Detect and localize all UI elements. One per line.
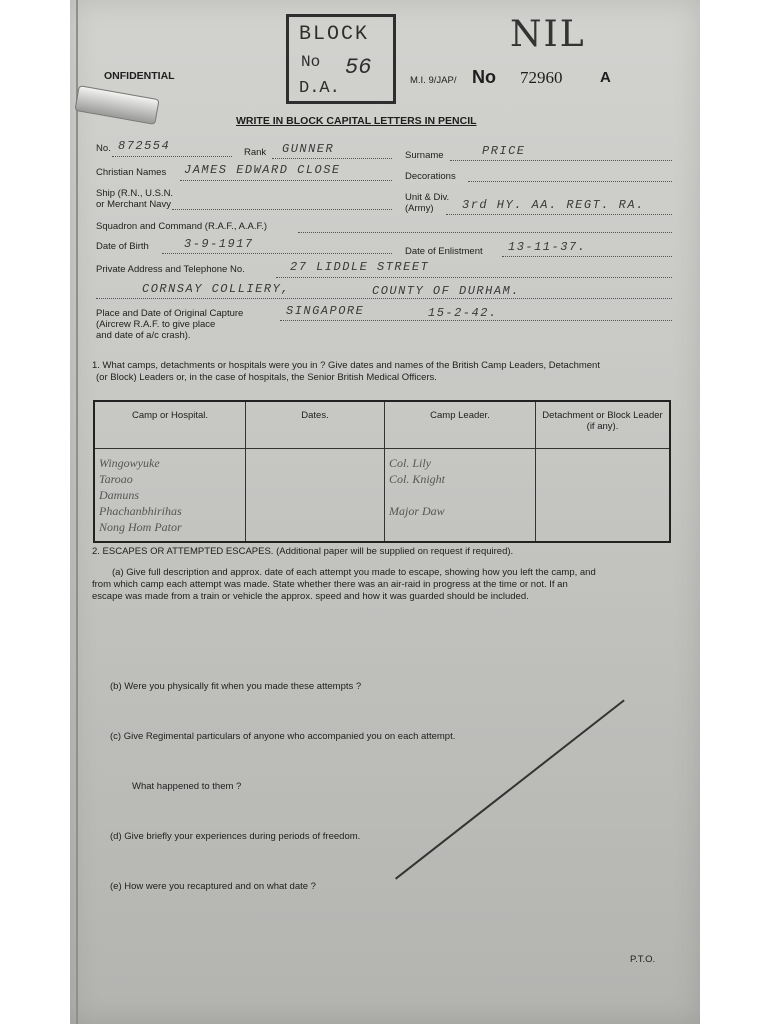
rank-value: GUNNER	[282, 142, 335, 156]
leader-entry	[389, 487, 531, 503]
stamp-line1: BLOCK	[299, 23, 370, 46]
dob-value: 3-9-1917	[184, 237, 254, 251]
nil-mark: NIL	[510, 14, 586, 55]
no-value: 872554	[118, 139, 171, 153]
camps-table-row	[94, 449, 670, 543]
no-label: No.	[96, 143, 111, 154]
col-camp-leader: Camp Leader.	[385, 401, 536, 449]
col-dates: Dates.	[246, 401, 385, 449]
enlistment-value: 13-11-37.	[508, 240, 587, 254]
pto-label: P.T.O.	[630, 954, 656, 965]
christian-names-line	[180, 180, 392, 181]
camps-table-header	[94, 401, 670, 449]
capture-place: SINGAPORE	[286, 304, 365, 318]
leader-entry: Major Daw	[389, 504, 445, 518]
capture-date: 15-2-42.	[428, 306, 498, 320]
stamp-line2: No	[301, 53, 321, 71]
capture-label-3: and date of a/c crash).	[96, 330, 191, 341]
squadron-label: Squadron and Command (R.A.F., A.A.F.)	[96, 221, 268, 232]
ship-label-2: or Merchant Navy	[96, 199, 171, 210]
block-stamp	[286, 14, 396, 104]
address-line-1	[276, 277, 672, 278]
rank-label: Rank	[244, 147, 267, 158]
enlistment-line	[502, 256, 672, 257]
unit-value: 3rd HY. AA. REGT. RA.	[462, 198, 645, 212]
form-suffix: A	[600, 69, 611, 86]
surname-line	[450, 160, 672, 161]
christian-names-value: JAMES EDWARD CLOSE	[184, 163, 341, 177]
section2-c: (c) Give Regimental particulars of anyone who accompanied you on each attempt.	[110, 731, 456, 742]
surname-label: Surname	[405, 150, 444, 161]
dob-label: Date of Birth	[96, 241, 149, 252]
section2-heading: 2. ESCAPES OR ATTEMPTED ESCAPES. (Additional paper will be supplied on request if required).	[92, 546, 514, 557]
stamp-number: 56	[345, 55, 372, 80]
unit-label-1: Unit & Div.	[405, 192, 450, 203]
form-reference: M.I. 9/JAP/	[410, 75, 457, 86]
detachment-cell	[536, 449, 671, 543]
address-value-2: CORNSAY COLLIERY,	[142, 282, 290, 296]
no-line	[112, 156, 232, 157]
camp-entry: Wingowyuke	[99, 456, 160, 470]
capture-label-2: (Aircrew R.A.F. to give place	[96, 319, 216, 330]
camp-entry: Damuns	[99, 488, 140, 502]
section2-a-line3: escape was made from a train or vehicle the approx. speed and how it was guarded should be included.	[92, 591, 529, 602]
dates-cell	[246, 449, 385, 543]
section1-text-2: (or Block) Leaders or, in the case of hospitals, the Senior British Medical Officers.	[96, 372, 437, 383]
confidential-label: ONFIDENTIAL	[104, 70, 175, 82]
capture-label-1: Place and Date of Original Capture	[96, 308, 244, 319]
col-camp: Camp or Hospital.	[94, 401, 246, 449]
number-symbol: No	[472, 67, 496, 87]
leader-entry: Col. Knight	[389, 472, 446, 486]
ship-label-1: Ship (R.N., U.S.N.	[96, 188, 174, 199]
section2-e: (e) How were you recaptured and on what date ?	[110, 881, 316, 892]
section2-c-followup: What happened to them ?	[132, 781, 242, 792]
capture-line	[280, 320, 672, 321]
stamp-line3: D.A.	[299, 79, 340, 98]
form-number: 72960	[520, 68, 563, 87]
instruction-heading: WRITE IN BLOCK CAPITAL LETTERS IN PENCIL	[236, 115, 477, 127]
camp-entry: Phachanbhirihas	[99, 504, 182, 518]
surname-value: PRICE	[482, 144, 526, 158]
camps-table	[93, 400, 671, 543]
camp-entry: Nong Hom Pator	[99, 520, 182, 534]
enlistment-label: Date of Enlistment	[405, 246, 483, 257]
camp-entry: Taroao	[99, 472, 133, 486]
address-value-1: 27 LIDDLE STREET	[290, 260, 430, 274]
section1-text-1: 1. What camps, detachments or hospitals were you in ? Give dates and names of the British Camp Leaders, Detachment	[92, 360, 600, 371]
address-value-3: COUNTY OF DURHAM.	[372, 284, 520, 298]
section2-d: (d) Give briefly your experiences during periods of freedom.	[110, 831, 361, 842]
decorations-label: Decorations	[405, 171, 456, 182]
unit-label-2: (Army)	[405, 203, 434, 214]
christian-names-label: Christian Names	[96, 167, 167, 178]
leader-entry: Col. Lily	[389, 456, 432, 470]
section2-b: (b) Were you physically fit when you made these attempts ?	[110, 681, 362, 692]
camps-cell	[94, 449, 246, 543]
section2-a-line2: from which camp each attempt was made. State whether there was an air-raid in progress at the time or not. If an	[92, 579, 568, 590]
rank-line	[272, 158, 392, 159]
paper-edge	[76, 0, 78, 1024]
address-label: Private Address and Telephone No.	[96, 264, 245, 275]
section2-a-line1: (a) Give full description and approx. date of each attempt you made to escape, showing how you left the camp, and	[112, 567, 596, 578]
col-detachment-leader: Detachment or Block Leader (if any).	[536, 401, 671, 449]
decorations-line	[468, 181, 672, 182]
dob-line	[162, 253, 392, 254]
leaders-cell	[385, 449, 536, 543]
squadron-line	[298, 232, 672, 233]
ship-line	[172, 209, 392, 210]
address-line-2	[96, 298, 672, 299]
unit-line	[446, 214, 672, 215]
